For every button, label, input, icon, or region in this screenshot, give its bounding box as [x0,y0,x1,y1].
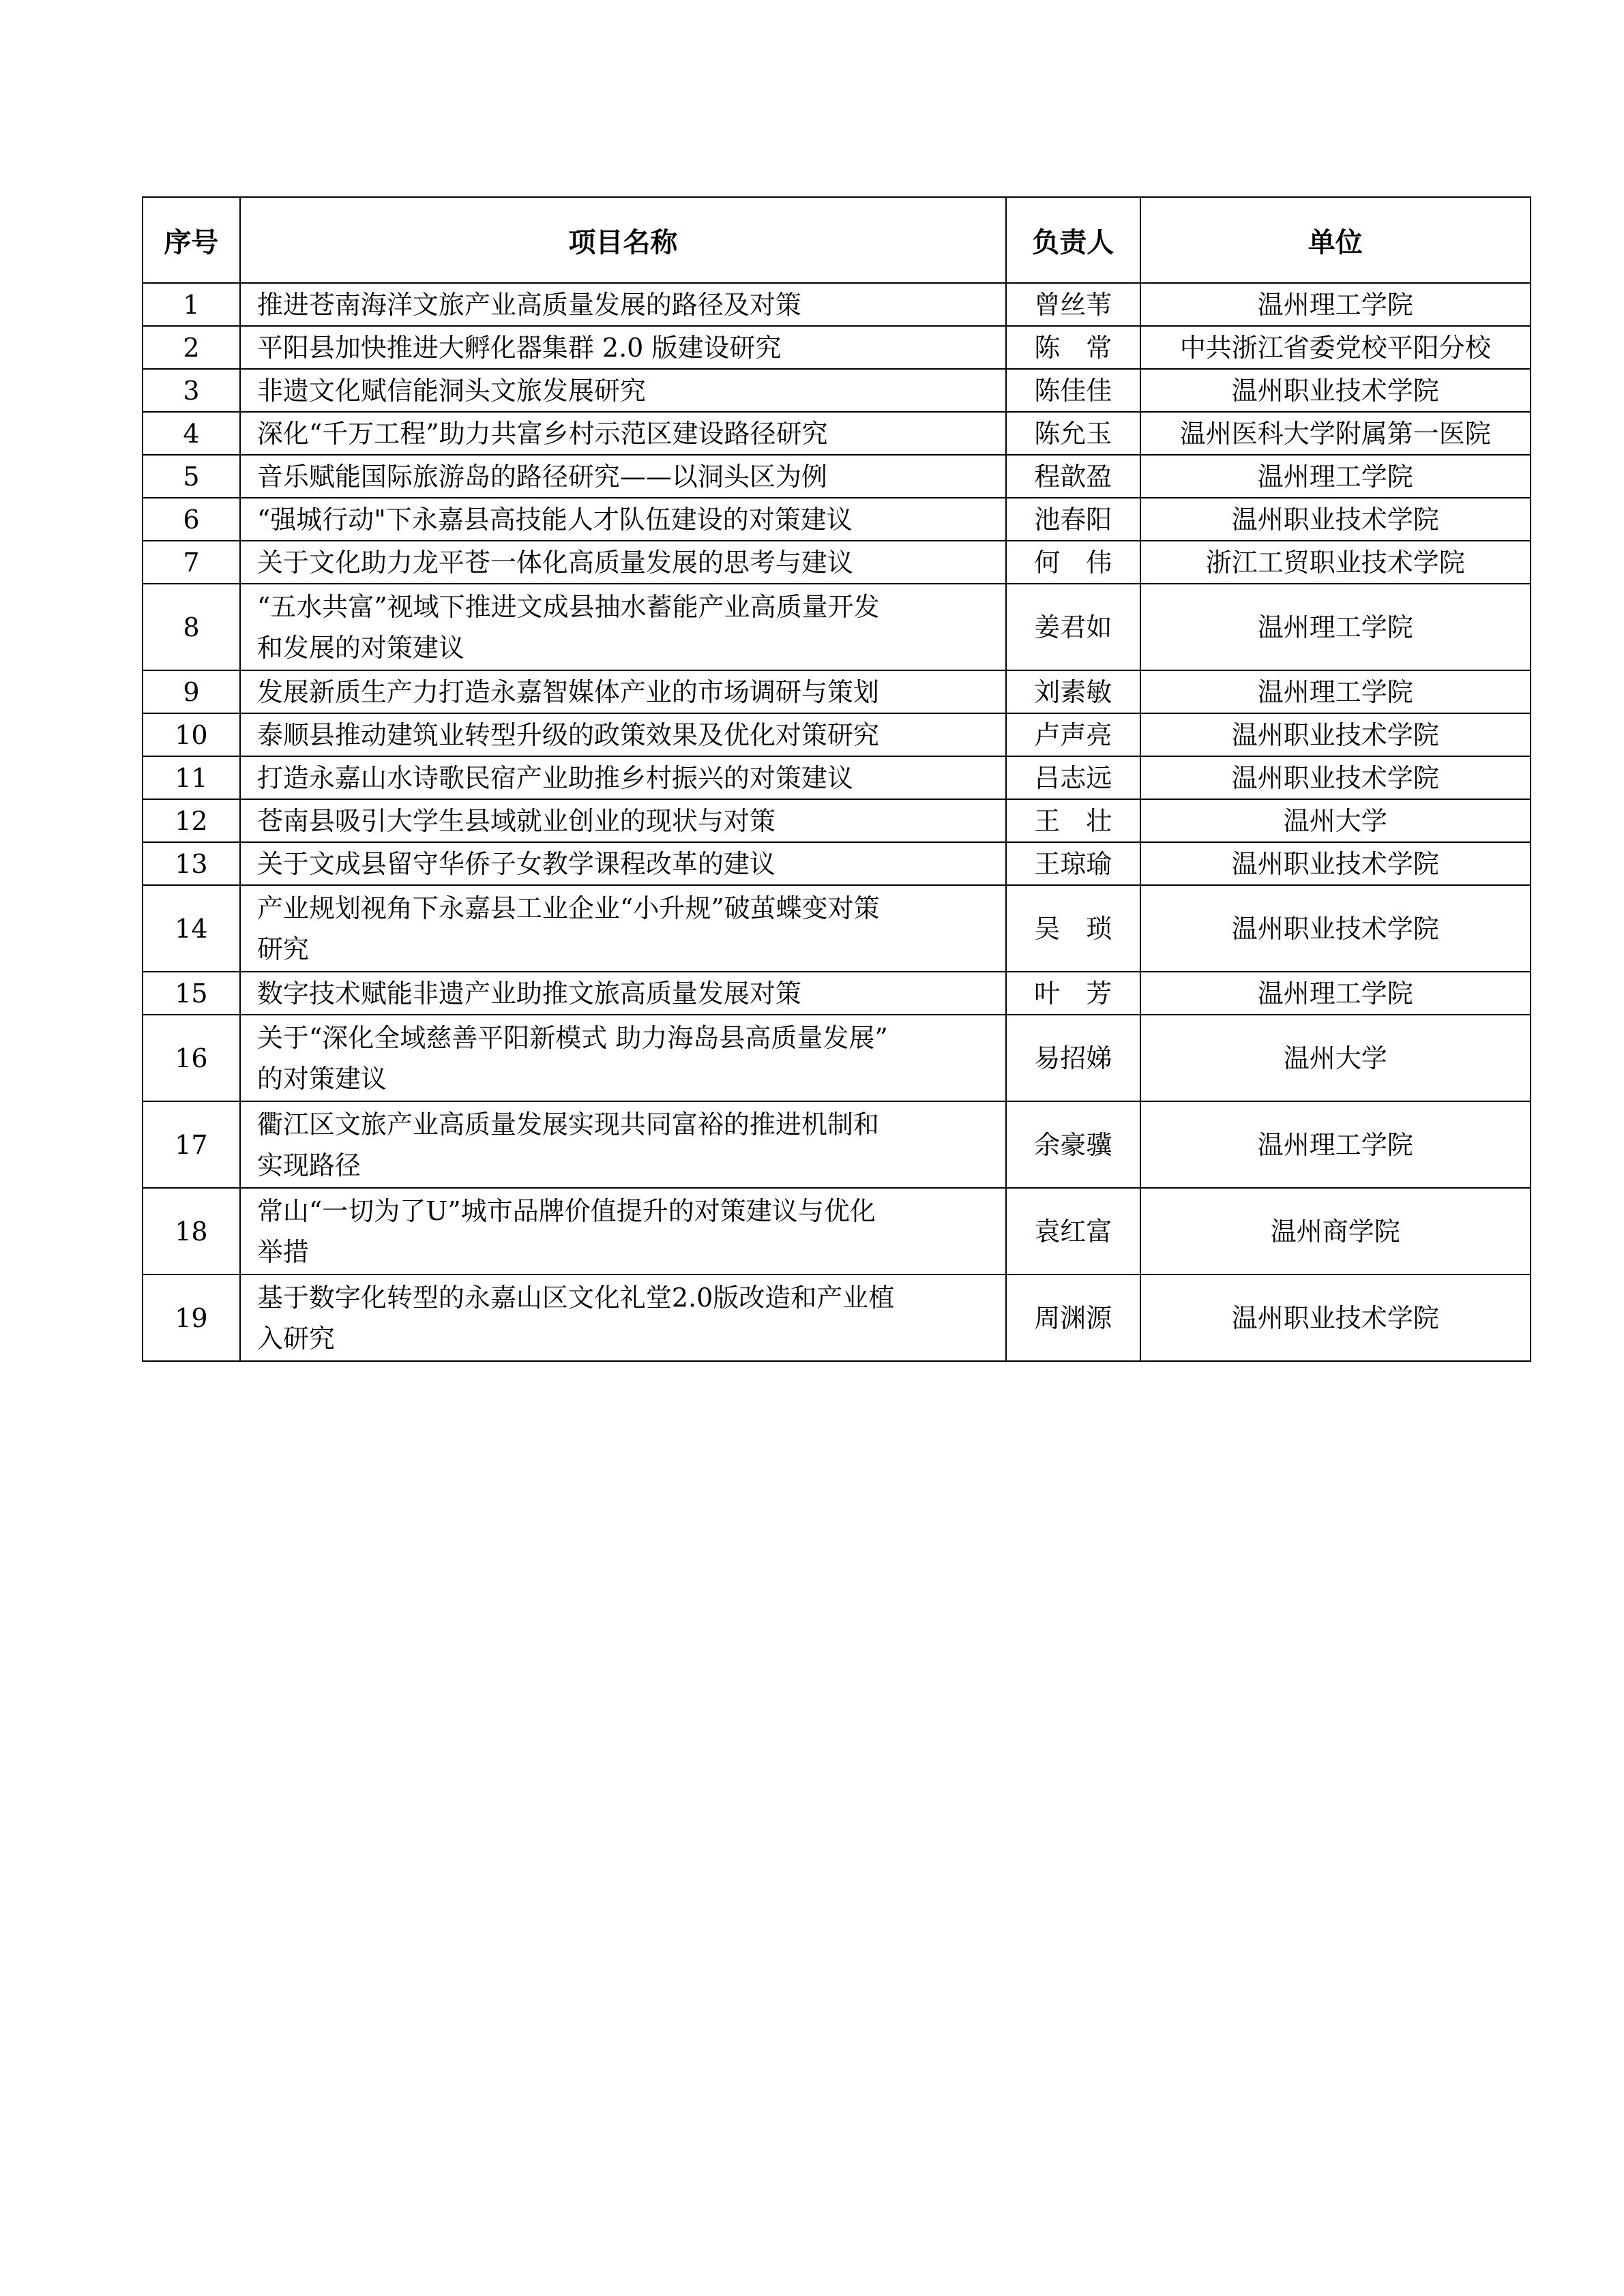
table-row [143,799,1531,842]
row-project-name [240,1101,1006,1188]
row-project-name-line2: 和发展的对策建议 [256,632,464,663]
header-unit: 单位 [1140,197,1531,283]
row-project-name-line1: “五水共富”视域下推进文成县抽水蓄能产业高质量开发 [256,591,880,622]
row-project-name-line1: 关于“深化全域慈善平阳新模式 助力海岛县高质量发展” [256,1022,888,1053]
row-project-name [240,1015,1006,1101]
row-unit: 温州理工学院 [1140,670,1531,713]
row-no: 11 [143,756,240,799]
row-no: 8 [143,584,240,670]
header-name: 项目名称 [240,197,1006,283]
table-row [143,713,1531,756]
row-project-name-line1: 产业规划视角下永嘉县工业企业“小升规”破茧蝶变对策 [256,893,880,923]
row-unit: 温州职业技术学院 [1140,369,1531,412]
row-person: 余豪骥 [1006,1101,1140,1188]
row-no: 1 [143,283,240,326]
row-no: 17 [143,1101,240,1188]
row-project-name [240,1188,1006,1274]
table-row [143,885,1531,972]
table-row [143,369,1531,412]
row-unit: 温州理工学院 [1140,1101,1531,1188]
row-person: 陈 常 [1006,326,1140,369]
row-unit: 温州职业技术学院 [1140,756,1531,799]
table-row [143,670,1531,713]
row-person: 刘素敏 [1006,670,1140,713]
row-project-name: 打造永嘉山水诗歌民宿产业助推乡村振兴的对策建议 [240,756,1006,799]
table-row [143,756,1531,799]
row-project-name [240,885,1006,972]
row-project-name-line1: 衢江区文旅产业高质量发展实现共同富裕的推进机制和 [256,1109,879,1139]
row-unit: 浙江工贸职业技术学院 [1140,541,1531,584]
row-no: 10 [143,713,240,756]
row-project-name: 苍南县吸引大学生县域就业创业的现状与对策 [240,799,1006,842]
row-person: 叶 芳 [1006,972,1140,1015]
table-row [143,584,1531,670]
row-project-name: 非遗文化赋信能洞头文旅发展研究 [240,369,1006,412]
table-row [143,498,1531,541]
row-no: 7 [143,541,240,584]
table-header-row [143,197,1531,283]
row-project-name: 关于文成县留守华侨子女教学课程改革的建议 [240,842,1006,885]
row-project-name: 数字技术赋能非遗产业助推文旅高质量发展对策 [240,972,1006,1015]
row-person: 曾丝苇 [1006,283,1140,326]
row-person: 姜君如 [1006,584,1140,670]
row-unit: 温州职业技术学院 [1140,713,1531,756]
table-row [143,972,1531,1015]
row-unit: 温州商学院 [1140,1188,1531,1274]
table-row [143,455,1531,498]
row-person: 池春阳 [1006,498,1140,541]
row-no: 16 [143,1015,240,1101]
row-unit: 温州职业技术学院 [1140,1274,1531,1361]
row-no: 4 [143,412,240,455]
row-project-name [240,584,1006,670]
row-project-name [240,1274,1006,1361]
row-no: 2 [143,326,240,369]
row-person: 何 伟 [1006,541,1140,584]
row-no: 18 [143,1188,240,1274]
row-unit: 温州理工学院 [1140,584,1531,670]
row-unit: 温州医科大学附属第一医院 [1140,412,1531,455]
table-row [143,412,1531,455]
table-row [143,1274,1531,1361]
table-row [143,326,1531,369]
row-no: 9 [143,670,240,713]
row-no: 3 [143,369,240,412]
row-unit: 温州职业技术学院 [1140,498,1531,541]
row-unit: 中共浙江省委党校平阳分校 [1140,326,1531,369]
row-person: 王琼瑜 [1006,842,1140,885]
project-table [142,196,1531,1362]
row-unit: 温州大学 [1140,1015,1531,1101]
table-row [143,283,1531,326]
row-person: 袁红富 [1006,1188,1140,1274]
table-row [143,1101,1531,1188]
row-person: 吕志远 [1006,756,1140,799]
row-unit: 温州职业技术学院 [1140,842,1531,885]
row-unit: 温州职业技术学院 [1140,885,1531,972]
row-person: 王 壮 [1006,799,1140,842]
row-project-name-line1: 基于数字化转型的永嘉山区文化礼堂2.0版改造和产业植 [256,1282,895,1313]
table-row [143,1188,1531,1274]
row-unit: 温州理工学院 [1140,283,1531,326]
row-no: 12 [143,799,240,842]
row-no: 19 [143,1274,240,1361]
row-person: 陈允玉 [1006,412,1140,455]
row-project-name-line2: 的对策建议 [256,1063,387,1094]
row-person: 易招娣 [1006,1015,1140,1101]
row-person: 吴 琐 [1006,885,1140,972]
row-person: 程歆盈 [1006,455,1140,498]
row-project-name-line2: 举措 [256,1236,309,1267]
row-project-name: 平阳县加快推进大孵化器集群 2.0 版建设研究 [240,326,1006,369]
row-no: 5 [143,455,240,498]
row-person: 周渊源 [1006,1274,1140,1361]
row-project-name: 泰顺县推动建筑业转型升级的政策效果及优化对策研究 [240,713,1006,756]
row-no: 15 [143,972,240,1015]
header-person: 负责人 [1006,197,1140,283]
row-no: 14 [143,885,240,972]
row-unit: 温州理工学院 [1140,455,1531,498]
row-project-name: 发展新质生产力打造永嘉智媒体产业的市场调研与策划 [240,670,1006,713]
row-project-name-line2: 研究 [256,934,309,964]
row-project-name-line1: 常山“一切为了U”城市品牌价值提升的对策建议与优化 [256,1195,876,1226]
row-project-name: 关于文化助力龙平苍一体化高质量发展的思考与建议 [240,541,1006,584]
row-unit: 温州大学 [1140,799,1531,842]
row-project-name-line2: 入研究 [256,1323,335,1354]
table-row [143,842,1531,885]
table-row [143,541,1531,584]
row-no: 13 [143,842,240,885]
table-row [143,1015,1531,1101]
row-unit: 温州理工学院 [1140,972,1531,1015]
row-project-name: 音乐赋能国际旅游岛的路径研究——以洞头区为例 [240,455,1006,498]
row-project-name: “强城行动"下永嘉县高技能人才队伍建设的对策建议 [240,498,1006,541]
row-project-name: 推进苍南海洋文旅产业高质量发展的路径及对策 [240,283,1006,326]
row-project-name: 深化“千万工程”助力共富乡村示范区建设路径研究 [240,412,1006,455]
row-person: 卢声亮 [1006,713,1140,756]
header-no: 序号 [143,197,240,283]
row-person: 陈佳佳 [1006,369,1140,412]
row-no: 6 [143,498,240,541]
row-project-name-line2: 实现路径 [256,1150,361,1180]
